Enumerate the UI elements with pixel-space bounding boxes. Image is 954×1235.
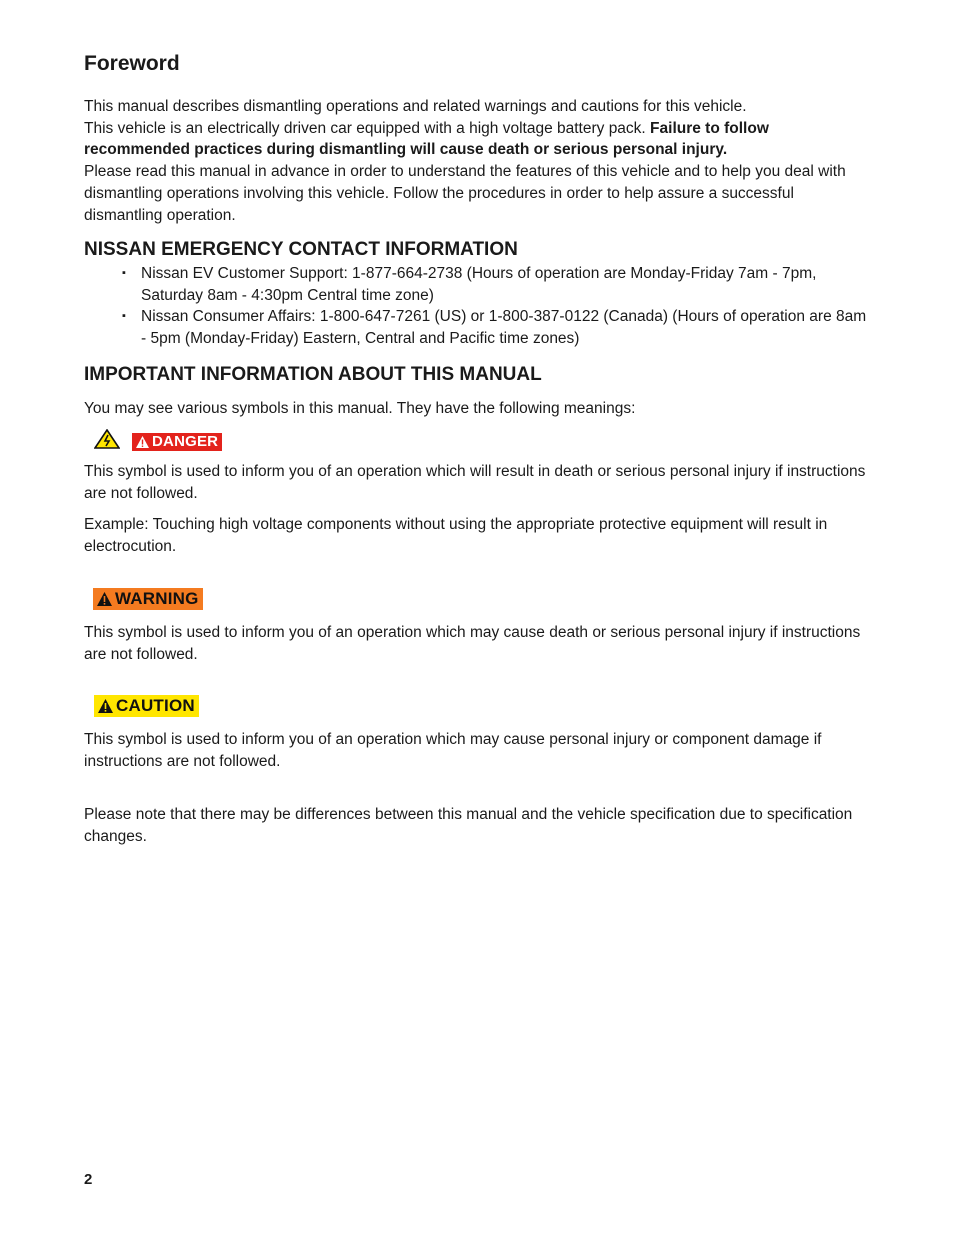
foreword-paragraph-1: This manual describes dismantling operations and related warnings and cautions for this vehicle. — [84, 98, 747, 115]
danger-label — [132, 433, 222, 451]
warning-triangle-icon — [97, 698, 114, 714]
danger-label-text: DANGER — [152, 433, 219, 450]
caution-symbol-row — [94, 695, 884, 719]
foreword-paragraph-2-bold: Failure to follow recommended practices during dismantling will cause death or serious personal injury. — [84, 119, 769, 159]
danger-symbol-row — [94, 429, 884, 454]
danger-description: This symbol is used to inform you of an operation which will result in death or serious personal injury if instructions are not followed. — [84, 463, 866, 502]
caution-label — [94, 695, 199, 717]
foreword-body — [84, 96, 874, 226]
important-intro: You may see various symbols in this manual. They have the following meanings: — [84, 400, 636, 417]
foreword-title: Foreword — [84, 52, 180, 75]
caution-label-text: CAUTION — [116, 696, 195, 715]
foreword-paragraph-3: Please read this manual in advance in order to understand the features of this vehicle and to help you deal with dismantling operations involving this vehicle. Follow the procedures in order to help assure a successful dismantling operation. — [84, 163, 846, 224]
contact-list — [84, 263, 874, 350]
bullet-icon: ▪ — [122, 267, 126, 279]
page-number: 2 — [84, 1171, 93, 1188]
contact-item-consumer-affairs — [84, 306, 874, 349]
important-title: IMPORTANT INFORMATION ABOUT THIS MANUAL — [84, 364, 542, 385]
high-voltage-icon — [94, 429, 120, 454]
warning-triangle-icon — [96, 591, 113, 607]
specification-note: Please note that there may be differences between this manual and the vehicle specification due to specification changes. — [84, 806, 853, 845]
warning-triangle-icon — [135, 435, 150, 449]
warning-description: This symbol is used to inform you of an operation which may cause death or serious personal injury if instructions are not followed. — [84, 624, 861, 663]
contact-title: NISSAN EMERGENCY CONTACT INFORMATION — [84, 239, 518, 260]
warning-label-text: WARNING — [115, 589, 199, 608]
contact-item-text: Nissan Consumer Affairs: 1-800-647-7261 (US) or 1-800-387-0122 (Canada) (Hours of operation are 8am - 5pm (Monday-Friday) Eastern, Central and Pacific time zones) — [141, 308, 867, 348]
bullet-icon: ▪ — [122, 310, 126, 323]
foreword-paragraph-2 — [84, 118, 874, 161]
warning-label — [93, 588, 203, 610]
contact-item-ev-support — [84, 263, 874, 306]
danger-example: Example: Touching high voltage components without using the appropriate protective equipment will result in electrocution. — [84, 516, 828, 555]
foreword-paragraph-2-plain: This vehicle is an electrically driven car equipped with a high voltage battery pack. — [84, 119, 651, 137]
contact-item-text: Nissan EV Customer Support: 1-877-664-2738 (Hours of operation are Monday-Friday 7am - 7pm, Saturday 8am - 4:30pm Central time zone) — [141, 265, 817, 304]
caution-description: This symbol is used to inform you of an operation which may cause personal injury or component damage if instructions are not followed. — [84, 731, 822, 770]
warning-symbol-row — [93, 588, 883, 612]
